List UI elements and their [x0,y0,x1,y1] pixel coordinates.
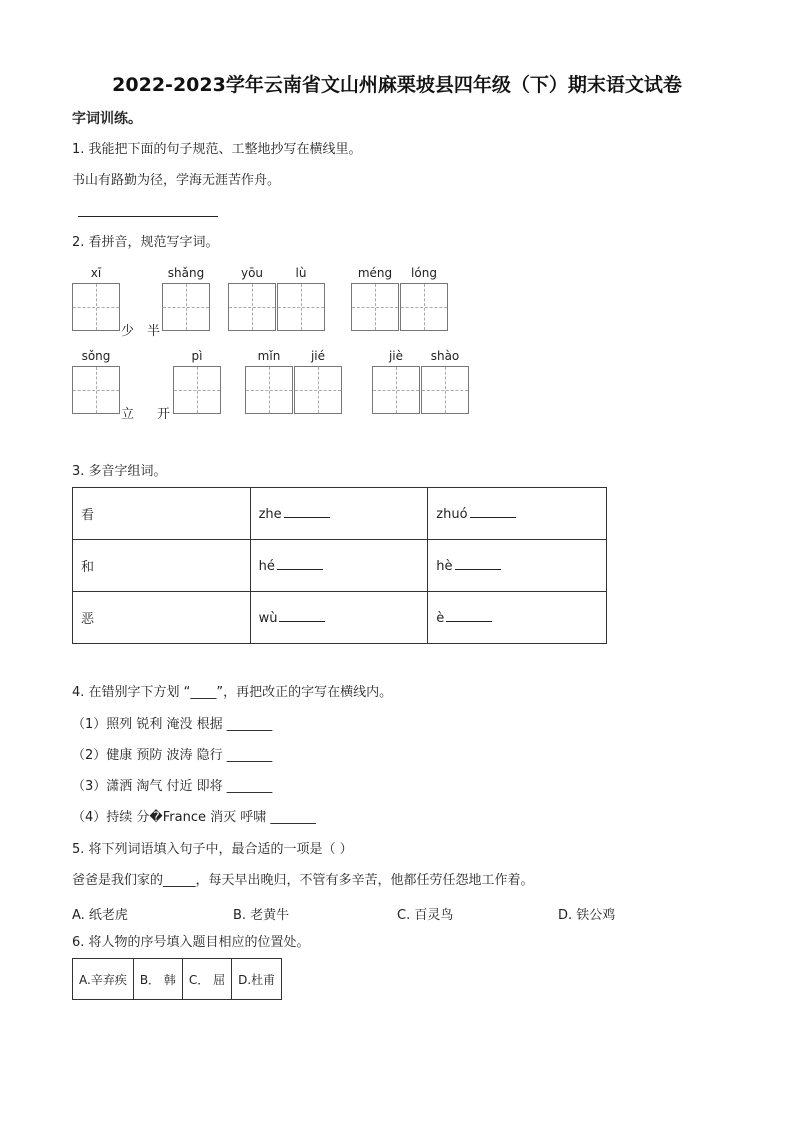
person-cell: B． 韩 [133,959,182,1000]
pinyin-label: è [436,611,445,626]
pinyin-blank[interactable] [250,488,428,540]
writing-box[interactable] [351,283,399,331]
option-b[interactable]: B. 老黄牛 [233,908,290,923]
writing-box[interactable] [228,283,276,331]
writing-box[interactable] [400,283,448,331]
polyphone-char: 看 [73,488,251,540]
question-4-prompt: 4. 在错别字下方划 “____”，再把改正的字写在横线内。 [72,685,393,700]
pinyin-label: wù [258,611,278,626]
polyphone-char: 恶 [73,592,251,644]
pinyin-label: pì [191,349,203,363]
pinyin-blank[interactable] [428,488,607,540]
pinyin-label: sǒng [81,349,111,363]
pinyin-blank[interactable] [428,592,607,644]
pinyin-blank[interactable] [250,592,428,644]
question-1-prompt: 1. 我能把下面的句子规范、工整地抄写在横线里。 [72,142,362,157]
writing-box[interactable] [372,366,420,414]
person-cell: D.杜甫 [232,959,282,1000]
writing-box[interactable] [277,283,325,331]
table-row [73,488,607,540]
pinyin-label: lù [295,266,307,280]
pinyin-label: zhuó [436,507,468,522]
answer-line[interactable] [455,557,501,570]
pinyin-label: yōu [240,266,264,280]
pinyin-label: jié [310,349,326,363]
pinyin-blank[interactable] [428,540,607,592]
table-row [73,540,607,592]
pinyin-label: hé [258,559,275,574]
option-d[interactable]: D. 铁公鸡 [558,908,616,923]
writing-box[interactable] [72,366,120,414]
question-2-prompt: 2. 看拼音，规范写字词。 [72,235,219,250]
given-character: 半 [147,324,161,339]
question-1-sentence: 书山有路勤为径，学海无涯苦作舟。 [72,173,281,188]
answer-line[interactable] [470,505,516,518]
list-item: （4）持续 分�France 消灭 呼啸 _______ [72,810,316,825]
answer-line[interactable] [279,609,325,622]
polyphone-char: 和 [73,540,251,592]
answer-line[interactable] [277,557,323,570]
question-5-prompt: 5. 将下列词语填入句子中，最合适的一项是（ ） [72,842,353,857]
section-heading: 字词训练。 [72,111,142,127]
pinyin-label: hè [436,559,453,574]
person-table [72,958,282,1000]
table-row [73,959,282,1000]
answer-line[interactable] [284,505,330,518]
option-c[interactable]: C. 百灵鸟 [397,908,454,923]
option-a[interactable]: A. 纸老虎 [72,908,128,923]
question-5-sentence: 爸爸是我们家的_____，每天早出晚归，不管有多辛苦，他都任劳任怨地工作着。 [72,873,534,888]
writing-box[interactable] [72,283,120,331]
pinyin-label: jiè [388,349,404,363]
writing-box[interactable] [173,366,221,414]
given-character: 立 [121,407,135,422]
pinyin-label: méng [357,266,393,280]
pinyin-label: zhe [258,507,282,522]
pinyin-label: shào [430,349,460,363]
pinyin-label: mǐn [257,349,281,363]
page-title: 2022-2023学年云南省文山州麻栗坡县四年级（下）期末语文试卷 [112,74,682,96]
writing-box[interactable] [245,366,293,414]
list-item: （1）照列 锐利 淹没 根据 _______ [72,717,273,732]
list-item: （3）潇洒 淘气 付近 即将 _______ [72,779,273,794]
list-item: （2）健康 预防 波涛 隐行 _______ [72,748,273,763]
question-6-prompt: 6. 将人物的序号填入题目相应的位置处。 [72,935,310,950]
writing-box[interactable] [162,283,210,331]
writing-box[interactable] [294,366,342,414]
given-character: 开 [157,407,171,422]
answer-line[interactable] [446,609,492,622]
pinyin-label: lóng [411,266,437,280]
given-character: 少 [121,324,135,339]
question-3-prompt: 3. 多音字组词。 [72,464,167,479]
writing-box[interactable] [421,366,469,414]
polyphone-table [72,487,607,644]
answer-line[interactable] [78,216,218,217]
pinyin-label: xī [90,266,102,280]
pinyin-blank[interactable] [250,540,428,592]
person-cell: A.辛弃疾 [73,959,134,1000]
person-cell: C． 屈 [182,959,231,1000]
pinyin-label: shǎng [167,266,205,280]
table-row [73,592,607,644]
